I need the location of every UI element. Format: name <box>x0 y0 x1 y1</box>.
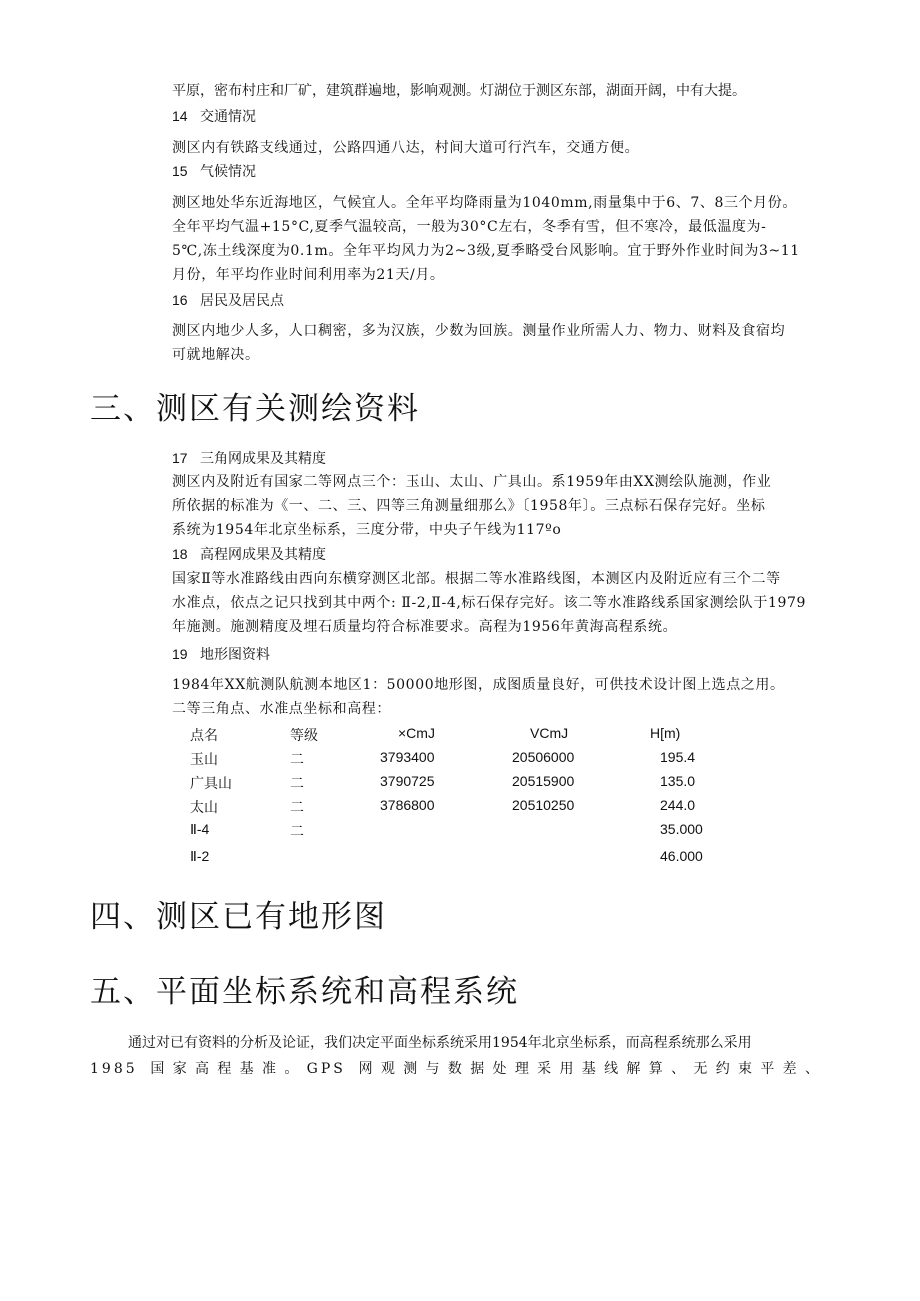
table-header-cell: 等级 <box>290 728 318 744</box>
table-cell: 太山 <box>190 800 218 816</box>
subsection-18-heading <box>172 545 326 564</box>
table-cell: 35.000 <box>660 821 703 837</box>
body-text-line: 国家Ⅱ等水准路线由西向东横穿测区北部。根据二等水准路线图，本测区内及附近应有三个二等 <box>172 571 781 587</box>
subsection-number: 14 <box>172 108 188 124</box>
table-header-cell: H[m) <box>650 725 681 741</box>
body-text-line: 月份，年平均作业时间利用率为21天/月。 <box>172 267 445 283</box>
table-header-cell: 点名 <box>190 728 218 744</box>
subsection-title: 高程网成果及其精度 <box>200 547 326 563</box>
table-cell: 二 <box>290 800 304 816</box>
table-header-cell: VCmJ <box>530 725 569 741</box>
table-row <box>190 818 750 842</box>
subsection-number: 19 <box>172 646 188 662</box>
table-cell: 20515900 <box>512 773 575 789</box>
body-text-line: 1984年XX航测队航测本地区1：50000地形图，成图质量良好，可供技术设计图上选点之用。 <box>172 677 785 693</box>
table-row <box>190 770 750 794</box>
subsection-15-heading <box>172 162 256 181</box>
subsection-title: 居民及居民点 <box>200 293 284 309</box>
subsection-19-body <box>172 673 822 721</box>
table-cell: 20510250 <box>512 797 575 813</box>
body-text-line: 水准点，依点之记只找到其中两个: Ⅱ-2,Ⅱ-4,标石保存完好。该二等水准路线系国家测绘队于1979 <box>172 595 807 611</box>
subsection-title: 交通情况 <box>200 109 256 125</box>
subsection-number: 15 <box>172 163 188 179</box>
table-cell: 二 <box>290 752 304 768</box>
final-paragraph <box>90 1030 822 1082</box>
section-heading-5: 五、平面坐标系统和高程系统 <box>90 974 519 1010</box>
table-row <box>190 794 750 818</box>
subsection-number: 16 <box>172 292 188 308</box>
body-text-line: 通过对已有资料的分析及论证，我们决定平面坐标系统采用1954年北京坐标系，而高程系统那么采用 <box>128 1035 752 1051</box>
subsection-14-heading <box>172 107 256 126</box>
table-header-cell: ×CmJ <box>398 725 435 741</box>
body-text-line: 所依据的标准为《一、二、三、四等三角测量细那么》〔1958年〕。三点标石保存完好。坐标 <box>172 498 766 514</box>
table-cell: 3786800 <box>380 797 435 813</box>
body-text-line: 测区内及附近有国家二等网点三个：玉山、太山、广具山。系1959年由XX测绘队施测，作业 <box>172 474 772 490</box>
table-cell: 20506000 <box>512 749 575 765</box>
subsection-16-body <box>172 319 822 367</box>
body-text-line: 年施测。施测精度及埋石质量均符合标准要求。高程为1956年黄海高程系统。 <box>172 619 678 635</box>
table-cell: Ⅱ-2 <box>190 848 210 864</box>
table-row <box>190 746 750 770</box>
body-text-line: 二等三角点、水准点坐标和高程： <box>172 701 391 717</box>
subsection-number: 18 <box>172 546 188 562</box>
subsection-15-body <box>172 191 822 287</box>
subsection-18-body <box>172 567 822 639</box>
subsection-19-heading <box>172 645 270 664</box>
table-cell: 二 <box>290 776 304 792</box>
subsection-title: 气候情况 <box>200 164 256 180</box>
body-text-line: 5℃,冻土线深度为0.1m。全年平均风力为2~3级,夏季略受台风影响。宜于野外作业时间为3~11 <box>172 243 800 259</box>
table-header-row <box>190 722 750 746</box>
subsection-14-body <box>172 136 822 160</box>
subsection-title: 三角网成果及其精度 <box>200 451 326 467</box>
table-cell: 二 <box>290 824 304 840</box>
table-cell: 46.000 <box>660 848 703 864</box>
table-cell: 玉山 <box>190 752 218 768</box>
body-text-line: 平原，密布村庄和厂矿，建筑群遍地，影响观测。灯湖位于测区东部，湖面开阔，中有大提。 <box>172 83 746 99</box>
body-text-line: 系统为1954年北京坐标系，三度分带，中央子午线为117ºo <box>172 522 562 538</box>
subsection-17-heading <box>172 449 326 468</box>
table-cell: 3790725 <box>380 773 435 789</box>
table-cell: 195.4 <box>660 749 696 765</box>
section-heading-3: 三、测区有关测绘资料 <box>90 391 420 427</box>
table-cell: 135.0 <box>660 773 696 789</box>
table-cell: Ⅱ-4 <box>190 821 210 837</box>
coordinates-table <box>190 722 750 869</box>
body-text-line: 测区地处华东近海地区，气候宜人。全年平均降雨量为1040mm,雨量集中于6、7、8三个月份。 <box>172 195 797 211</box>
table-row <box>190 845 750 869</box>
table-cell: 3793400 <box>380 749 435 765</box>
subsection-title: 地形图资料 <box>200 647 270 663</box>
table-cell: 广具山 <box>190 776 232 792</box>
subsection-16-heading <box>172 291 284 310</box>
body-text-line: 1985 国家高程基准。GPS 网观测与数据处理采用基线解算、无约束平差、 <box>90 1061 822 1077</box>
table-cell: 244.0 <box>660 797 696 813</box>
body-text-line: 测区内地少人多，人口稠密，多为汉族，少数为回族。测量作业所需人力、物力、财料及食宿均 <box>172 323 786 339</box>
body-text-line: 全年平均气温+15°C,夏季气温较高，一般为30°C左右，冬季有雪，但不寒冷，最低温度为- <box>172 219 767 235</box>
subsection-17-body <box>172 470 822 542</box>
body-text-line: 测区内有铁路支线通过，公路四通八达，村间大道可行汽车，交通方便。 <box>172 140 640 156</box>
subsection-number: 17 <box>172 450 188 466</box>
section-heading-4: 四、测区已有地形图 <box>90 899 387 935</box>
body-text-line: 可就地解决。 <box>172 347 260 363</box>
